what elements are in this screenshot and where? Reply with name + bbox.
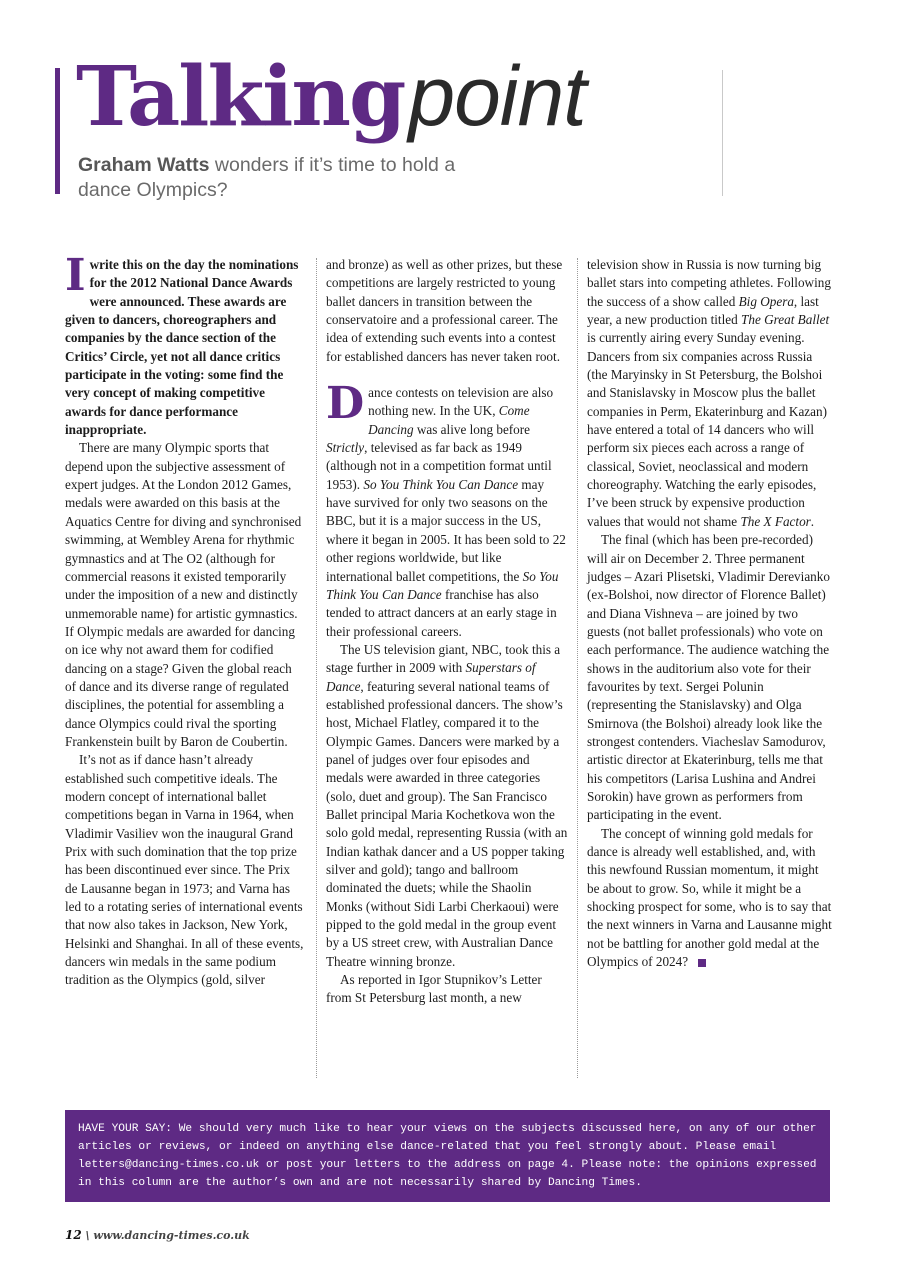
title-accent-rule [55,68,60,194]
title-italic: Strictly [326,440,365,456]
standfirst [78,153,478,203]
footer-separator: \ [85,1229,90,1242]
title-italic: So You Think You Can Dance [326,568,559,602]
title-italic: Come Dancing [368,403,530,437]
text-run: The US television giant, NBC, took this a stage further in 2009 with [326,641,561,676]
body-paragraph: It’s not as if dance hasn’t already established such competitive ideals. The modern concept of international ballet competitions began in Varna in 1964, when Vladimir Vasiliev won the inaugural Grand Prix with such domination that the top prize has been discontinued ever since. The Prix de Lausanne began in 1973; and Varna has led to a rotating series of international events that now also takes in Jackson, New York, Helsinki and Shanghai. In all of these events, dancers win medals in the same podium tradition as the Olympics (gold, silver [65,752,304,988]
text-run: The concept of winning gold medals for dance is already well established, and, with this newfound Russian momentum, it might be about to grow. So, while it might be a shocking prospect for some, who is to say that the next winners in Varna and Lausanne might not be battling for another gold medal at the Olympics of 2024? [587,825,832,970]
text-run: television show in Russia is now turning big ballet stars into competing athletes. Following the success of a show called [587,257,831,309]
drop-cap: D [326,378,365,430]
title-italic: Big Opera [738,293,794,309]
column-divider [577,258,578,1078]
intro-paragraph [65,250,305,439]
article-column-2 [326,256,568,1008]
text-run: may have survived for only two seasons on the BBC, but it is a major success in the US, where it began in 2005. It has been sold to 22 other regions worldwide, but like international ballet competitions, the [326,476,566,584]
text-run: is currently airing every Sunday evening. Dancers from six companies across Russia (the Maryinsky in St Petersburg, the Bolshoi and Stanislavsky in Moscow plus the ballet companies in Perm, Ekaterinburg and Kazan) have entered a total of 14 dancers who will perform six pieces each across a range of classical, Soviet, neoclassical and modern choreography. Watching the early episodes, I’ve been struck by expensive production values that would not shame [587,330,827,529]
title-italic: The Great Ballet [741,312,830,328]
column-divider [316,258,317,1078]
footer-url[interactable]: www.dancing-times.co.uk [93,1229,250,1242]
intro-text: write this on the day the nominations for the 2012 National Dance Awards were announced. These awards are given to dancers, choreographers and companies by the dance section of the Critics’ Circle, yet not all dance critics participate in the voting: some find the very concept of making competitive awards for dance performance inappropriate. [65,257,299,438]
body-paragraph [326,378,568,641]
drop-cap: I [65,250,86,301]
title-italic: So You Think You Can Dance [363,476,519,492]
title-italic: Superstars of Dance [326,660,536,694]
text-run: , televised as far back as 1949 (although not in a competition format until 1953). [326,440,552,492]
header-divider [722,70,723,196]
title-italic: The X Factor [740,513,811,529]
article-column-1 [65,250,305,990]
body-paragraph: The final (which has been pre-recorded) will air on December 2. Three permanent judges – Azari Plisetski, Vladimir Derevianko (ex-Bolshoi, now director of Florence Ballet) and Diana Vishneva – are joined by two guests (not ballet professionals) who vote on each performance. The audience watching the shows in the auditorium also vote for their favourites by text. Sergei Polunin (representing the Stanislavsky) and Olga Smirnova (the Bolshoi) already look like the strongest contenders. Viacheslav Samodurov, artistic director at Ekaterinburg, tells me that his competitors (Larisa Lushina and Andrei Sorokin) have grown as performers from participating in the event. [587,532,830,823]
body-paragraph [326,641,568,971]
text-run: , featuring several national teams of established professional dancers. The show’s host, Michael Flatley, compared it to the Olympic Games. Dancers were marked by a panel of judges over four episodes and medals were awarded in three categories (solo, duet and group). The San Francisco Ballet principal Maria Kochetkova won the solo gold medal, representing Russia (with an Indian kathak dancer and a US popper taking silver and gold); tango and ballroom dominated the duets; while the Shaolin Monks (without Sidi Larbi Cherkaoui) were pipped to the gold medal in the group event by a US street crew, with Australian Dance Theatre winning bronze. [326,678,568,969]
text-run: , last year, a new production titled [587,293,819,328]
text-run: ance contests on television are also nothing new. In the UK, [368,385,554,419]
text-run: . [810,513,815,529]
text-run: franchise has also tended to attract dancers at an early stage in their professional careers. [326,586,557,639]
page-number: 12 [65,1228,82,1242]
standfirst-text: wonders if it’s time to hold a dance Olympics? [78,154,456,201]
end-mark-icon [698,959,706,967]
body-paragraph: and bronze) as well as other prizes, but these competitions are largely restricted to young ballet dancers in transition between the conservatoire and a professional career. The idea of extending such events into a contest for established dancers has never taken root. [326,257,563,364]
body-paragraph [587,256,832,531]
author-name: Graham Watts [78,154,210,176]
body-paragraph: There are many Olympic sports that depend upon the subjective assessment of expert judges. At the London 2012 Games, medals were awarded on this basis at the Aquatics Centre for diving and synchronised swimming, at Wembley Arena for rhythmic gymnastics and at The O2 (although for commercial reasons it existed temporarily under the imposition of a new and distinctly unmemorable name) for artistic gymnastics. If Olympic medals are awarded for dancing on ice why not award them for codified dancing on a stage? Given the global reach of dance and its diverse range of regulated disciplines, the potential for assembling a dance Olympics could rival the sporting Frankenstein built by Baron de Coubertin. [65,440,302,749]
article-column-3 [587,256,832,971]
title-sub: point [408,49,586,143]
page-title [76,48,586,145]
body-paragraph [587,825,832,972]
have-your-say-box: HAVE YOUR SAY: We should very much like to hear your views on the subjects discussed here, on any of our other articles or reviews, or indeed on anything else dance-related that you feel strongly about. Please email letters@dancing-times.co.uk or post your letters to the address on page 4. Please note: the opinions expressed in this column are the author’s own and are not necessarily shared by Dancing Times. [65,1110,830,1202]
page-footer [65,1228,250,1242]
text-run: was alive long before [416,421,531,437]
body-paragraph: As reported in Igor Stupnikov’s Letter from St Petersburg last month, a new [326,972,542,1006]
title-main: Talking [76,49,405,145]
